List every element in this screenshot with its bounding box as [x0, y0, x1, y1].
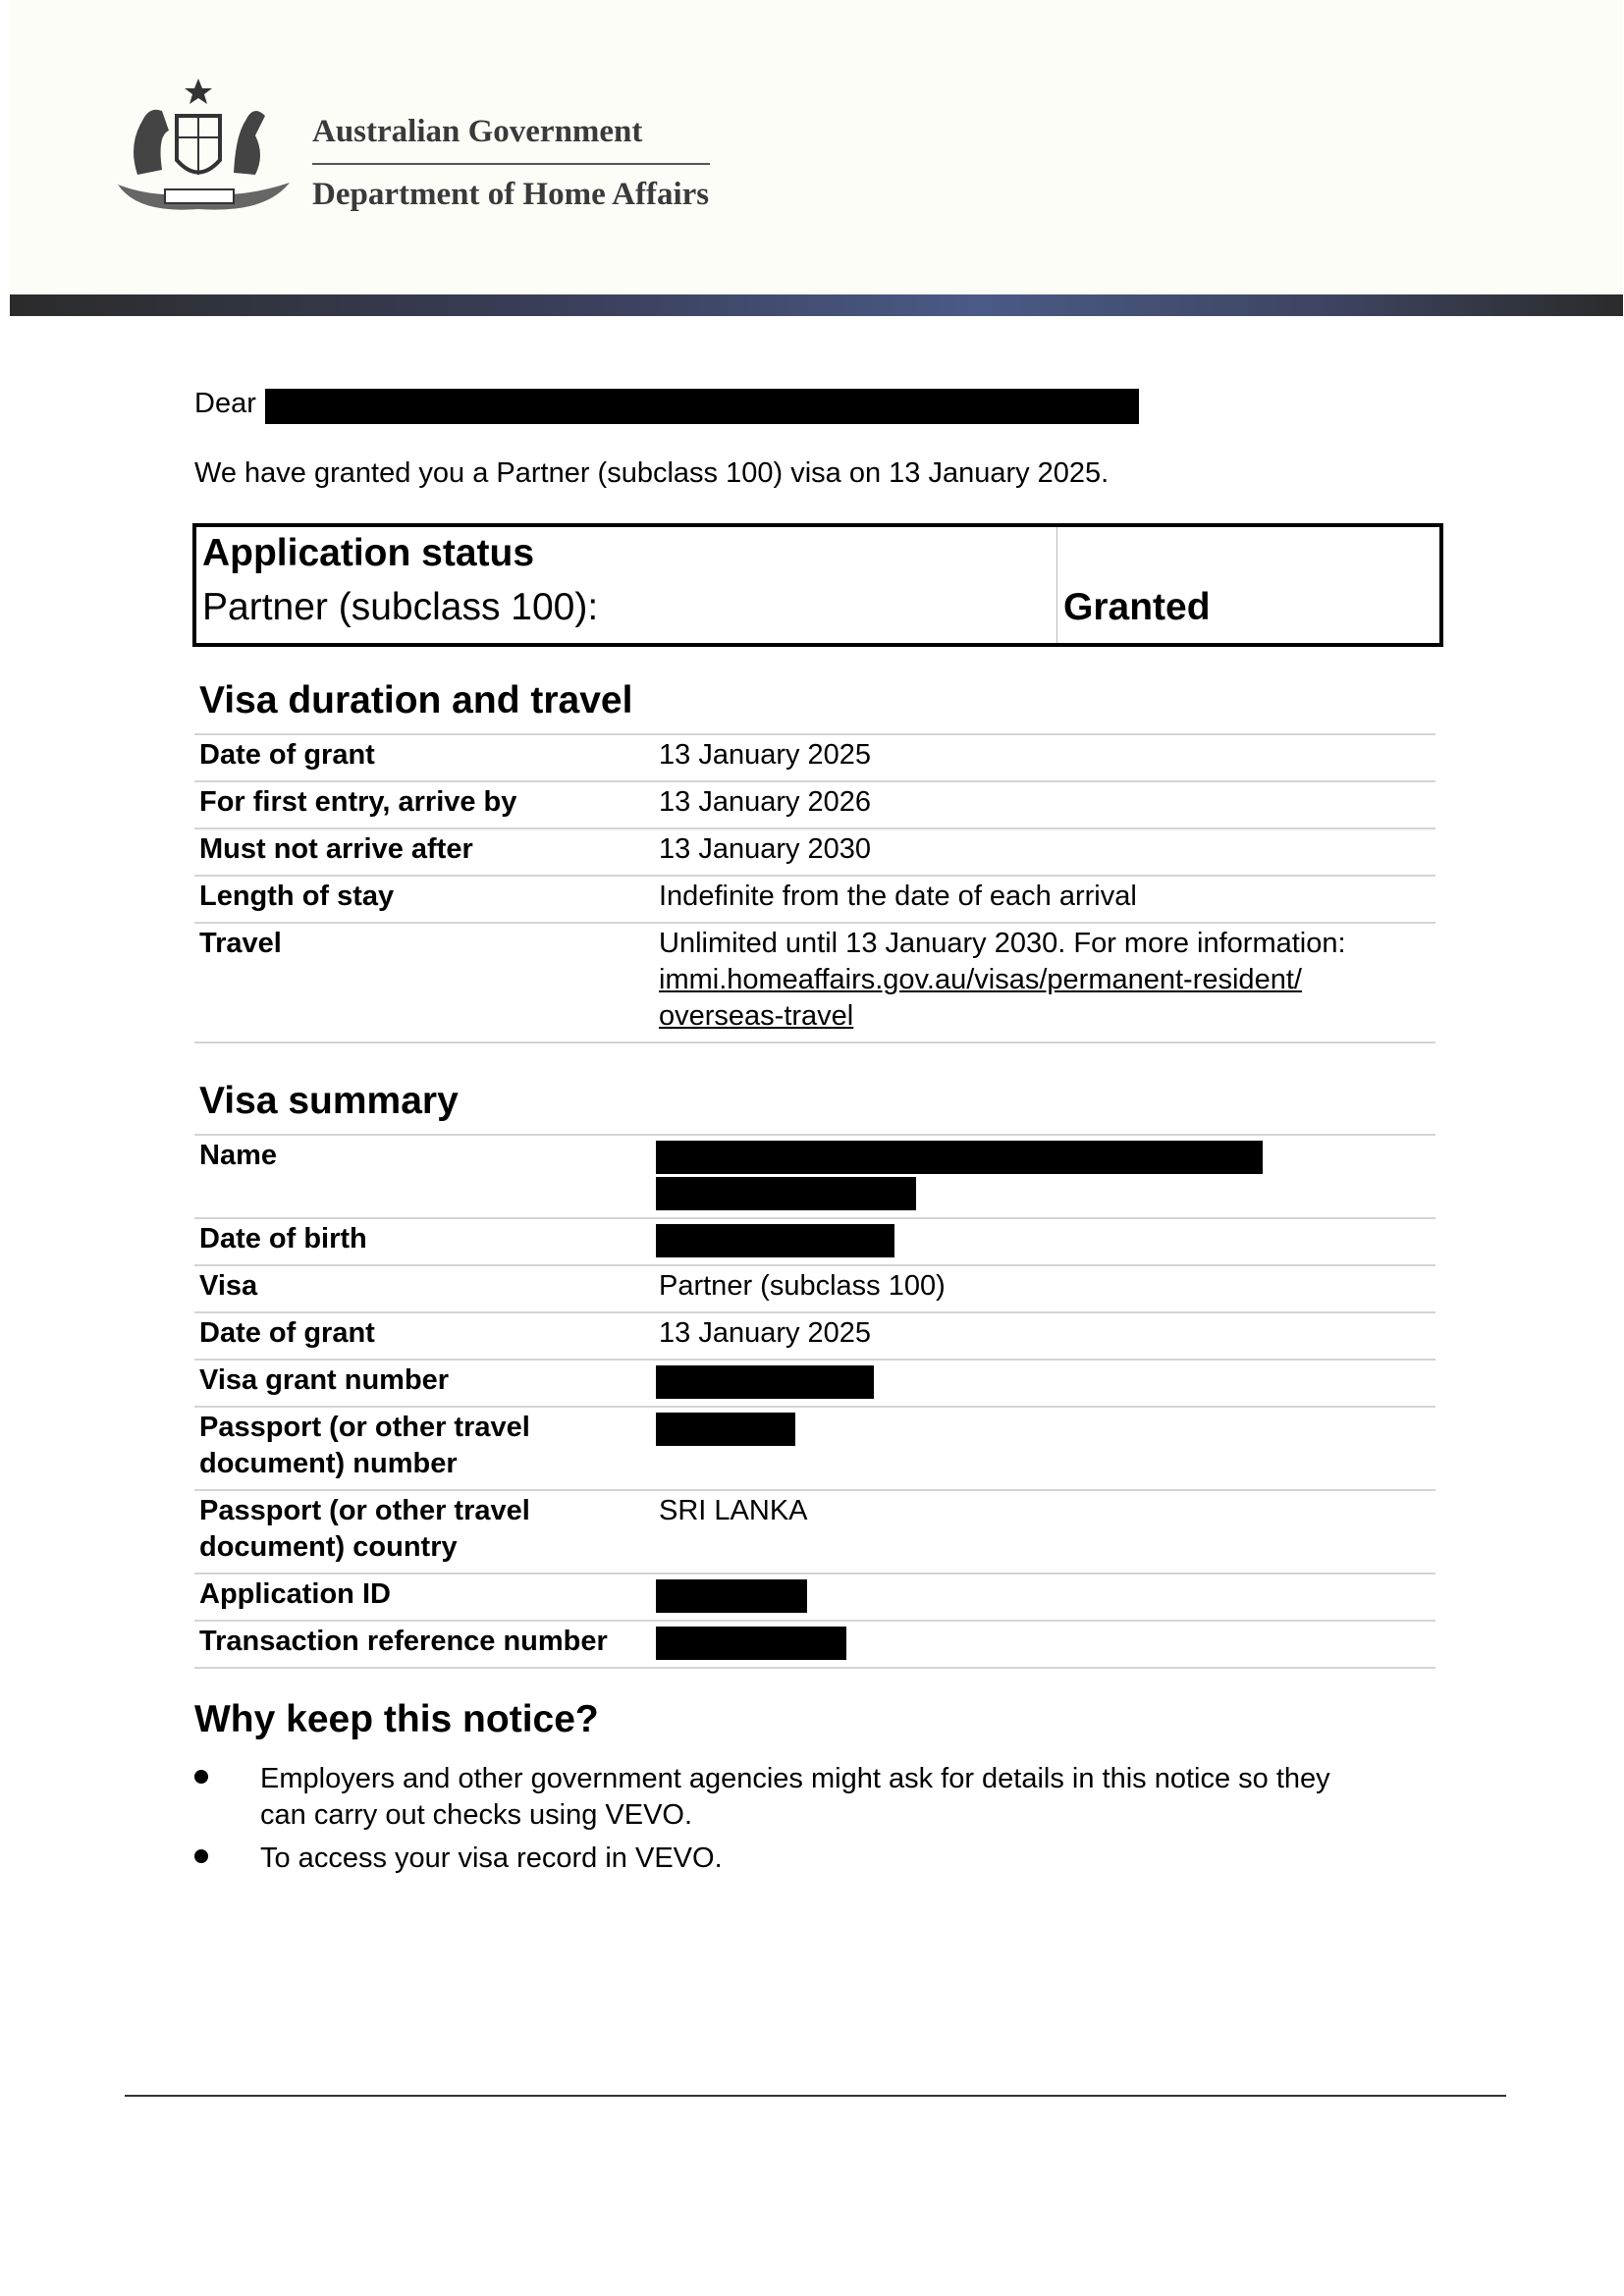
salutation: Dear	[194, 388, 256, 419]
travel-info-link-continued[interactable]: overseas-travel	[659, 1000, 854, 1032]
table-rule	[194, 875, 1435, 877]
bullet-icon	[194, 1770, 208, 1784]
table-rule	[194, 1134, 1435, 1136]
redacted-transaction-reference	[656, 1627, 846, 1660]
redacted-application-id	[656, 1579, 807, 1613]
duration-row-value: 13 January 2025	[659, 739, 872, 771]
travel-info-link[interactable]: immi.homeaffairs.gov.au/visas/permanent-resident/	[659, 964, 1302, 995]
table-rule	[194, 1359, 1435, 1361]
table-rule	[194, 1264, 1435, 1266]
government-name: Australian Government	[312, 114, 643, 149]
duration-row-label: For first entry, arrive by	[199, 786, 517, 818]
table-rule	[194, 733, 1435, 735]
table-rule	[194, 1620, 1435, 1622]
table-rule	[194, 1041, 1435, 1043]
department-name: Department of Home Affairs	[312, 177, 710, 212]
letterhead-rule	[312, 163, 710, 165]
summary-row-value: SRI LANKA	[659, 1495, 808, 1526]
summary-row-value: Partner (subclass 100)	[659, 1270, 946, 1302]
duration-row-label: Length of stay	[199, 881, 395, 912]
summary-row-label: Transaction reference number	[199, 1626, 608, 1657]
table-rule	[194, 1217, 1435, 1219]
summary-row-label: Name	[199, 1140, 277, 1171]
duration-row-label: Travel	[199, 928, 282, 959]
visa-summary-heading: Visa summary	[199, 1080, 459, 1122]
bullet-icon	[194, 1849, 208, 1863]
bullet-text-continued: can carry out checks using VEVO.	[260, 1799, 693, 1831]
bullet-text: To access your visa record in VEVO.	[260, 1842, 723, 1874]
application-status-label: Partner (subclass 100):	[202, 586, 599, 628]
summary-row-label: Passport (or other travel	[199, 1495, 530, 1526]
duration-row-label: Must not arrive after	[199, 833, 473, 865]
summary-row-label: Date of birth	[199, 1223, 367, 1255]
status-divider	[1056, 527, 1057, 643]
redacted-passport-number	[656, 1413, 795, 1446]
redacted-name-line-1	[656, 1141, 1263, 1174]
duration-row-value: 13 January 2030	[659, 833, 872, 865]
summary-row-label: Date of grant	[199, 1317, 375, 1349]
visa-duration-heading: Visa duration and travel	[199, 679, 633, 721]
summary-row-label: Application ID	[199, 1578, 391, 1610]
summary-row-label-continued: document) country	[199, 1531, 458, 1563]
table-rule	[194, 1573, 1435, 1575]
summary-row-value: 13 January 2025	[659, 1317, 872, 1349]
why-keep-heading: Why keep this notice?	[194, 1698, 599, 1740]
grant-intro: We have granted you a Partner (subclass 100) visa on 13 January 2025.	[194, 457, 1110, 489]
header-band	[10, 294, 1623, 316]
table-rule	[194, 1489, 1435, 1491]
summary-row-label: Visa grant number	[199, 1364, 450, 1396]
footer-rule	[125, 2095, 1506, 2097]
table-rule	[194, 1406, 1435, 1408]
table-rule	[194, 828, 1435, 829]
letterhead	[10, 0, 1623, 294]
summary-row-label-continued: document) number	[199, 1448, 458, 1479]
table-rule	[194, 922, 1435, 924]
redacted-date-of-birth	[656, 1224, 894, 1257]
redacted-recipient-name	[265, 389, 1139, 424]
summary-row-label: Visa	[199, 1270, 258, 1302]
application-status-title: Application status	[202, 532, 535, 574]
application-status-value: Granted	[1063, 586, 1211, 628]
table-rule	[194, 1311, 1435, 1313]
duration-row-value: Indefinite from the date of each arrival	[659, 881, 1137, 912]
summary-row-label: Passport (or other travel	[199, 1412, 530, 1443]
duration-row-label: Date of grant	[199, 739, 375, 771]
redacted-name-line-2	[656, 1177, 916, 1210]
commonwealth-coat-of-arms-icon	[108, 77, 304, 224]
table-rule	[194, 1667, 1435, 1669]
duration-row-value: 13 January 2026	[659, 786, 872, 818]
duration-row-value: Unlimited until 13 January 2030. For more information:	[659, 928, 1346, 959]
redacted-visa-grant-number	[656, 1365, 874, 1399]
bullet-text: Employers and other government agencies might ask for details in this notice so they	[260, 1763, 1330, 1794]
table-rule	[194, 780, 1435, 782]
